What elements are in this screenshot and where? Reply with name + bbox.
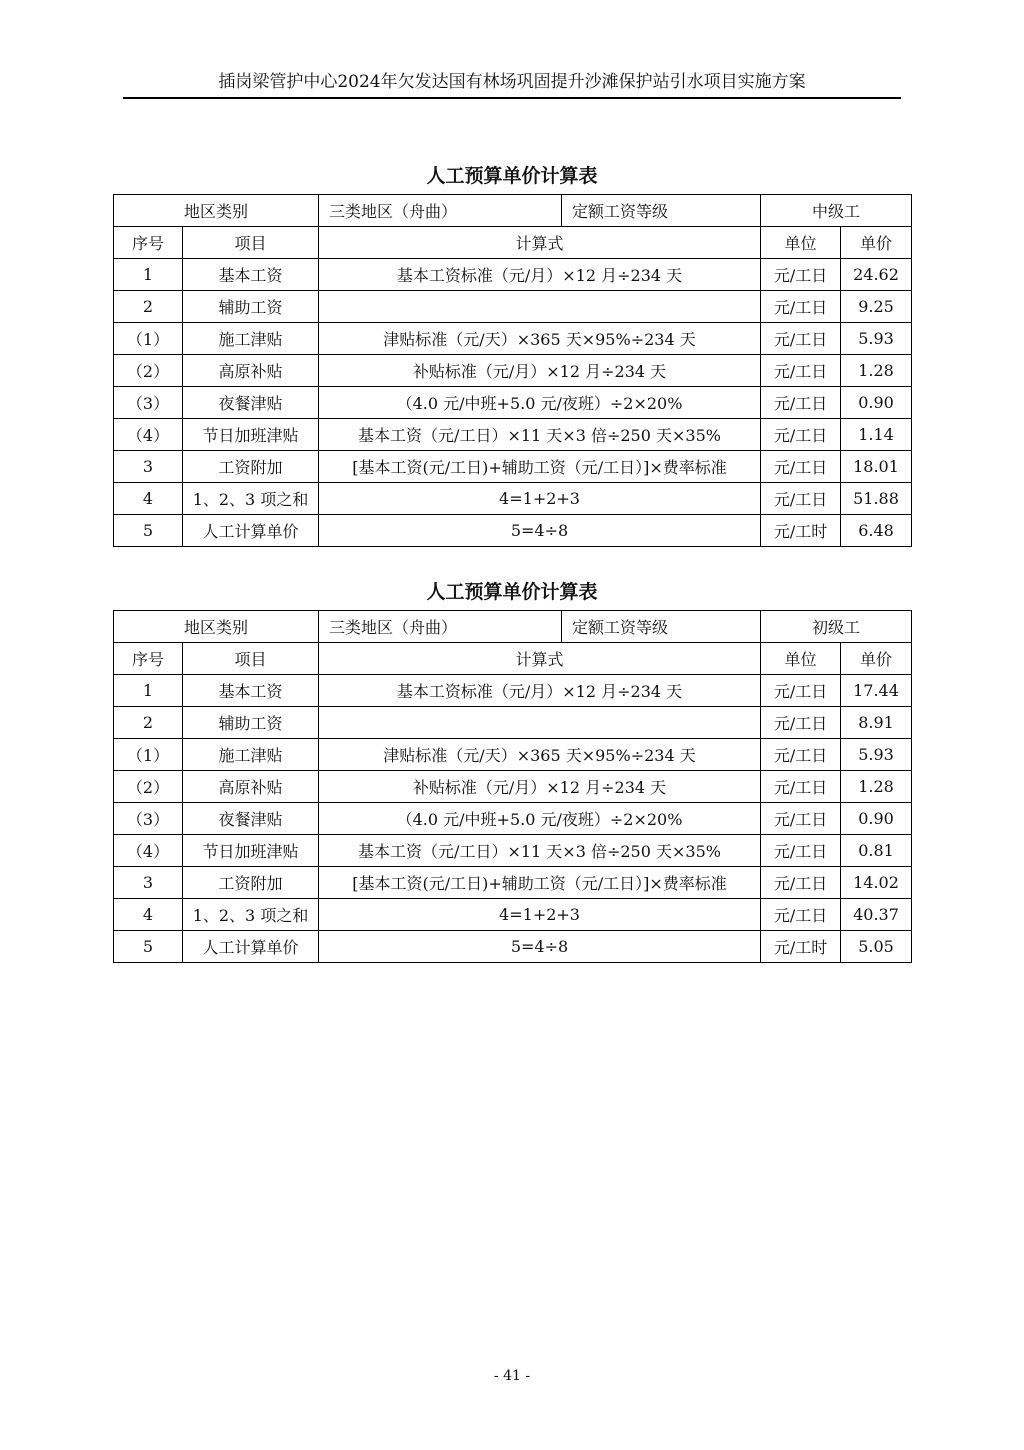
row-formula: （4.0 元/中班+5.0 元/夜班）÷2×20%	[319, 387, 761, 419]
table-row	[114, 451, 912, 483]
col-header-formula: 计算式	[319, 643, 761, 675]
col-header-formula: 计算式	[319, 227, 761, 259]
row-formula: 基本工资标准（元/月）×12 月÷234 天	[319, 259, 761, 291]
row-item: 工资附加	[183, 867, 319, 899]
table-title: 人工预算单价计算表	[426, 165, 598, 187]
col-header-no: 序号	[114, 643, 183, 675]
table-row	[114, 259, 912, 291]
row-item: 基本工资	[183, 259, 319, 291]
page-number: - 41 -	[493, 1368, 531, 1384]
row-formula: 基本工资（元/工日）×11 天×3 倍÷250 天×35%	[319, 835, 761, 867]
table-row	[114, 675, 912, 707]
row-unit: 元/工日	[761, 771, 841, 803]
row-formula: 4=1+2+3	[319, 899, 761, 931]
row-formula: 补贴标准（元/月）×12 月÷234 天	[319, 355, 761, 387]
row-price: 24.62	[841, 259, 912, 291]
row-item: 节日加班津贴	[183, 419, 319, 451]
row-price: 51.88	[841, 483, 912, 515]
row-price: 1.28	[841, 771, 912, 803]
row-item: 人工计算单价	[183, 931, 319, 963]
row-unit: 元/工日	[761, 803, 841, 835]
row-item: 人工计算单价	[183, 515, 319, 547]
row-formula: 基本工资（元/工日）×11 天×3 倍÷250 天×35%	[319, 419, 761, 451]
row-formula: 基本工资标准（元/月）×12 月÷234 天	[319, 675, 761, 707]
labor-price-table-junior	[113, 610, 912, 963]
row-item: 辅助工资	[183, 707, 319, 739]
row-unit: 元/工日	[761, 899, 841, 931]
column-header-row	[114, 643, 912, 675]
table-row	[114, 771, 912, 803]
table-row	[114, 931, 912, 963]
grade-value: 初级工	[761, 611, 912, 643]
row-unit: 元/工日	[761, 739, 841, 771]
row-price: 14.02	[841, 867, 912, 899]
row-item: 施工津贴	[183, 323, 319, 355]
row-item: 1、2、3 项之和	[183, 483, 319, 515]
row-price: 0.81	[841, 835, 912, 867]
row-unit: 元/工时	[761, 931, 841, 963]
row-no: 2	[114, 291, 183, 323]
table-title: 人工预算单价计算表	[426, 581, 598, 603]
row-formula: 津贴标准（元/天）×365 天×95%÷234 天	[319, 323, 761, 355]
row-unit: 元/工日	[761, 291, 841, 323]
grade-label: 定额工资等级	[562, 195, 761, 227]
row-item: 1、2、3 项之和	[183, 899, 319, 931]
row-formula: （4.0 元/中班+5.0 元/夜班）÷2×20%	[319, 803, 761, 835]
row-no: 2	[114, 707, 183, 739]
table-row	[114, 419, 912, 451]
row-item: 施工津贴	[183, 739, 319, 771]
row-price: 8.91	[841, 707, 912, 739]
row-no: 5	[114, 515, 183, 547]
row-formula: 5=4÷8	[319, 931, 761, 963]
row-no: （4）	[114, 419, 183, 451]
row-formula: 津贴标准（元/天）×365 天×95%÷234 天	[319, 739, 761, 771]
row-price: 9.25	[841, 291, 912, 323]
row-item: 工资附加	[183, 451, 319, 483]
page-header-title: 插岗梁管护中心2024年欠发达国有林场巩固提升沙滩保护站引水项目实施方案	[218, 72, 806, 92]
row-unit: 元/工日	[761, 483, 841, 515]
row-price: 1.14	[841, 419, 912, 451]
row-price: 40.37	[841, 899, 912, 931]
header-rule	[123, 97, 901, 99]
row-no: （1）	[114, 739, 183, 771]
row-unit: 元/工日	[761, 259, 841, 291]
row-formula: [基本工资(元/工日)+辅助工资（元/工日）]×费率标准	[319, 451, 761, 483]
row-no: （1）	[114, 323, 183, 355]
row-no: （4）	[114, 835, 183, 867]
row-no: 3	[114, 867, 183, 899]
row-no: （2）	[114, 771, 183, 803]
table-row	[114, 515, 912, 547]
region-value: 三类地区（舟曲）	[319, 195, 562, 227]
row-unit: 元/工日	[761, 451, 841, 483]
row-price: 5.93	[841, 739, 912, 771]
row-formula	[319, 707, 761, 739]
row-no: 1	[114, 259, 183, 291]
row-price: 5.93	[841, 323, 912, 355]
row-no: （3）	[114, 387, 183, 419]
labor-price-table-intermediate	[113, 194, 912, 547]
col-header-item: 项目	[183, 643, 319, 675]
column-header-row	[114, 227, 912, 259]
row-item: 高原补贴	[183, 771, 319, 803]
row-unit: 元/工日	[761, 835, 841, 867]
row-unit: 元/工日	[761, 323, 841, 355]
grade-value: 中级工	[761, 195, 912, 227]
table-row	[114, 899, 912, 931]
table-row	[114, 387, 912, 419]
row-unit: 元/工时	[761, 515, 841, 547]
table-row	[114, 739, 912, 771]
table-row	[114, 707, 912, 739]
row-price: 5.05	[841, 931, 912, 963]
table-row	[114, 483, 912, 515]
row-no: 3	[114, 451, 183, 483]
row-unit: 元/工日	[761, 675, 841, 707]
row-price: 0.90	[841, 803, 912, 835]
region-label: 地区类别	[114, 611, 319, 643]
col-header-unit: 单位	[761, 643, 841, 675]
col-header-item: 项目	[183, 227, 319, 259]
row-formula	[319, 291, 761, 323]
row-formula: 4=1+2+3	[319, 483, 761, 515]
row-item: 基本工资	[183, 675, 319, 707]
row-price: 6.48	[841, 515, 912, 547]
row-formula: [基本工资(元/工日)+辅助工资（元/工日）]×费率标准	[319, 867, 761, 899]
row-item: 夜餐津贴	[183, 803, 319, 835]
row-unit: 元/工日	[761, 419, 841, 451]
row-no: 5	[114, 931, 183, 963]
table-row	[114, 323, 912, 355]
col-header-price: 单价	[841, 227, 912, 259]
col-header-no: 序号	[114, 227, 183, 259]
row-formula: 补贴标准（元/月）×12 月÷234 天	[319, 771, 761, 803]
row-item: 高原补贴	[183, 355, 319, 387]
row-unit: 元/工日	[761, 355, 841, 387]
table-row	[114, 355, 912, 387]
row-no: 4	[114, 899, 183, 931]
row-unit: 元/工日	[761, 387, 841, 419]
row-price: 0.90	[841, 387, 912, 419]
row-unit: 元/工日	[761, 707, 841, 739]
table-row	[114, 291, 912, 323]
row-price: 17.44	[841, 675, 912, 707]
row-no: 4	[114, 483, 183, 515]
table-row	[114, 867, 912, 899]
row-item: 节日加班津贴	[183, 835, 319, 867]
row-formula: 5=4÷8	[319, 515, 761, 547]
col-header-price: 单价	[841, 643, 912, 675]
table-row	[114, 835, 912, 867]
row-item: 辅助工资	[183, 291, 319, 323]
row-no: 1	[114, 675, 183, 707]
region-row	[114, 611, 912, 643]
row-no: （3）	[114, 803, 183, 835]
table-row	[114, 803, 912, 835]
row-no: （2）	[114, 355, 183, 387]
region-label: 地区类别	[114, 195, 319, 227]
row-item: 夜餐津贴	[183, 387, 319, 419]
row-price: 1.28	[841, 355, 912, 387]
col-header-unit: 单位	[761, 227, 841, 259]
row-unit: 元/工日	[761, 867, 841, 899]
grade-label: 定额工资等级	[562, 611, 761, 643]
region-row	[114, 195, 912, 227]
region-value: 三类地区（舟曲）	[319, 611, 562, 643]
row-price: 18.01	[841, 451, 912, 483]
